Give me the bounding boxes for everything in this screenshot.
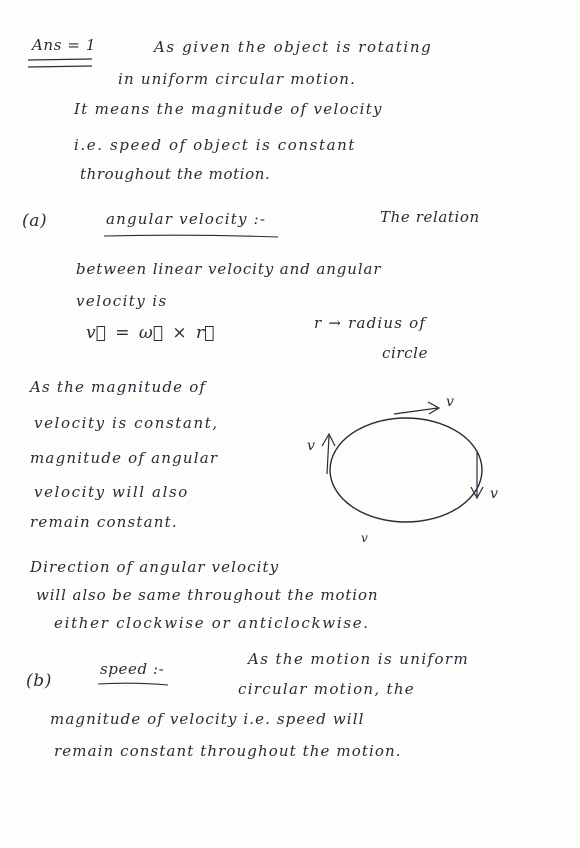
relation-equation: v⃗ = ω⃗ × r⃗ (86, 323, 217, 343)
velocity-label-right: v (490, 486, 498, 502)
part-a-heading: angular velocity :- (106, 210, 267, 228)
text-line: magnitude of angular (30, 449, 219, 467)
text-line: in uniform circular motion. (118, 70, 357, 88)
text-line: circular motion, the (238, 680, 415, 698)
text-line: throughout the motion. (80, 165, 271, 183)
text-line: will also be same throughout the motion (36, 586, 379, 604)
text-line: either clockwise or anticlockwise. (54, 614, 370, 632)
part-b-heading: speed :- (100, 660, 165, 678)
circular-motion-svg (296, 386, 526, 546)
text-line: between linear velocity and angular (76, 260, 382, 278)
circular-motion-figure (296, 386, 526, 546)
text-line: r → radius of (314, 314, 427, 332)
velocity-label-top: v (446, 394, 454, 410)
text-line: remain constant. (30, 513, 178, 531)
text-line: The relation (380, 208, 480, 226)
text-line: As the magnitude of (30, 378, 207, 396)
text-line: i.e. speed of object is constant (74, 136, 357, 154)
circle-path (330, 418, 482, 522)
text-line: As the motion is uniform (248, 650, 470, 668)
text-line: It means the magnitude of velocity (74, 100, 383, 118)
velocity-label-bottom: v (361, 531, 368, 545)
text-line: As given the object is rotating (154, 38, 433, 56)
velocity-arrow-left (327, 436, 329, 474)
part-a-label: (a) (22, 211, 48, 231)
text-line: circle (382, 344, 429, 362)
text-line: Direction of angular velocity (30, 558, 280, 576)
part-a-heading-underline (102, 232, 282, 240)
velocity-label-left: v (307, 438, 315, 454)
text-line: velocity is (76, 292, 168, 310)
part-b-label: (b) (26, 671, 52, 691)
answer-label: Ans = 1 (32, 36, 97, 54)
part-b-heading-underline (96, 680, 176, 688)
text-line: remain constant throughout the motion. (54, 742, 402, 760)
text-line: magnitude of velocity i.e. speed will (50, 710, 365, 728)
text-line: velocity will also (34, 483, 189, 501)
answer-underline (26, 56, 96, 72)
text-line: velocity is constant, (34, 414, 219, 432)
